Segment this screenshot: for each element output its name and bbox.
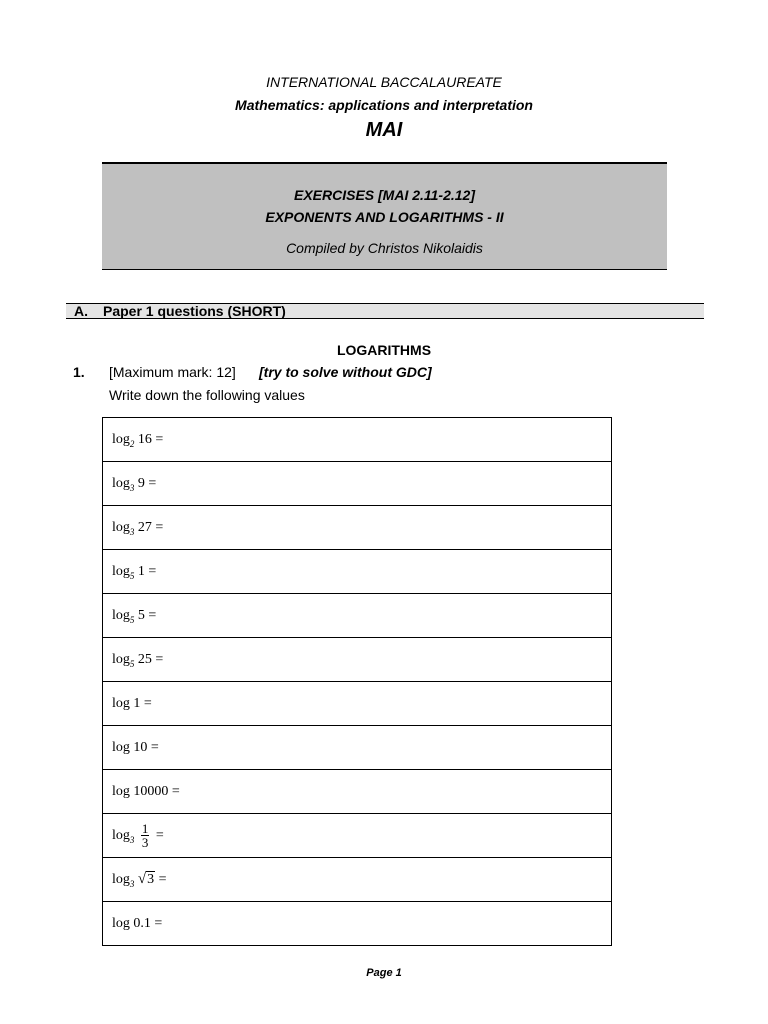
section-bar [66, 303, 704, 319]
log-label: log [112, 695, 130, 711]
table-row [103, 682, 612, 726]
question-hint: [try to solve without GDC] [259, 364, 432, 380]
log-label: log [112, 607, 130, 623]
fraction-numerator: 1 [141, 821, 149, 836]
log-expression [112, 740, 159, 755]
log-argument: 5 [137, 607, 145, 623]
log-expression [112, 432, 163, 447]
answer-cell[interactable] [103, 462, 612, 506]
answer-cell[interactable] [103, 550, 612, 594]
equals-sign: = [148, 563, 157, 579]
log-base: 5 [129, 658, 135, 669]
fraction [141, 822, 150, 849]
log-base: 5 [129, 614, 135, 625]
log-expression [112, 564, 156, 579]
answer-cell[interactable] [103, 770, 612, 814]
radicand: 3 [147, 872, 155, 887]
title-box [102, 162, 667, 270]
equals-sign: = [150, 739, 159, 755]
log-base: 3 [129, 879, 135, 889]
log-base: 2 [129, 438, 135, 449]
log-label: log [112, 519, 130, 535]
log-argument: 1 [133, 695, 141, 711]
table-row [103, 770, 612, 814]
header-line-2: Mathematics: applications and interpretation [235, 97, 533, 113]
log-label: log [112, 475, 130, 491]
log-expression [112, 696, 152, 711]
question-marks: [Maximum mark: 12] [109, 364, 236, 380]
table-row [103, 418, 612, 462]
log-expression [112, 872, 167, 887]
equals-sign: = [148, 475, 157, 491]
equals-sign: = [155, 651, 164, 667]
radical-sign-icon: √ [137, 871, 147, 887]
log-argument: 10000 [133, 783, 169, 799]
equals-sign: = [158, 872, 167, 887]
answer-cell[interactable] [103, 682, 612, 726]
equals-sign: = [148, 607, 157, 623]
answer-cell[interactable] [103, 506, 612, 550]
log-label: log [112, 827, 130, 843]
answer-table [102, 417, 612, 946]
subheading: LOGARITHMS [336, 342, 432, 358]
log-label: log [112, 563, 130, 579]
equals-sign: = [171, 783, 180, 799]
log-expression [112, 520, 163, 535]
answer-cell[interactable] [103, 814, 612, 858]
log-label: log [112, 872, 130, 887]
log-label: log [112, 739, 130, 755]
table-row [103, 462, 612, 506]
log-label: log [112, 651, 130, 667]
equals-sign: = [155, 519, 164, 535]
log-argument: 1 [137, 563, 145, 579]
equals-sign: = [155, 827, 164, 843]
title-box-compiler: Compiled by Christos Nikolaidis [286, 240, 483, 256]
log-expression [112, 476, 156, 491]
log-argument: 16 [137, 431, 152, 447]
log-expression [112, 608, 156, 623]
title-box-line-2: EXPONENTS AND LOGARITHMS - II [265, 209, 504, 225]
answer-cell[interactable] [103, 638, 612, 682]
log-argument: 25 [137, 651, 152, 667]
header-line-1: INTERNATIONAL BACCALAUREATE [266, 74, 502, 90]
answer-cell[interactable] [103, 902, 612, 946]
section-letter: A. [74, 303, 88, 319]
table-row [103, 814, 612, 858]
answer-cell[interactable] [103, 726, 612, 770]
fraction-denominator: 3 [141, 835, 149, 850]
log-expression [112, 821, 164, 850]
log-base: 3 [129, 834, 135, 845]
log-expression [112, 784, 180, 799]
answer-cell[interactable] [103, 594, 612, 638]
table-row [103, 594, 612, 638]
equals-sign: = [154, 915, 163, 931]
log-base: 3 [129, 526, 135, 537]
answer-cell[interactable] [103, 418, 612, 462]
log-label: log [112, 915, 130, 931]
log-expression [112, 652, 163, 667]
table-row [103, 726, 612, 770]
title-box-line-1: EXERCISES [MAI 2.11-2.12] [293, 187, 476, 203]
log-label: log [112, 431, 130, 447]
answer-cell[interactable] [103, 858, 612, 902]
log-argument: 27 [137, 519, 152, 535]
log-label: log [112, 783, 130, 799]
question-instruction: Write down the following values [109, 387, 305, 403]
square-root [138, 871, 155, 888]
question-number: 1. [73, 364, 85, 380]
log-argument: 10 [133, 739, 148, 755]
log-argument: 0.1 [133, 915, 151, 931]
log-base: 3 [129, 482, 135, 493]
log-expression [112, 916, 162, 931]
section-title: Paper 1 questions (SHORT) [103, 303, 286, 319]
table-row [103, 858, 612, 902]
table-row [103, 902, 612, 946]
page-footer: Page 1 [366, 967, 402, 979]
header-line-3: MAI [365, 119, 403, 141]
log-argument: 9 [137, 475, 145, 491]
table-row [103, 550, 612, 594]
equals-sign: = [143, 695, 152, 711]
table-row [103, 638, 612, 682]
table-row [103, 506, 612, 550]
log-base: 5 [129, 570, 135, 581]
equals-sign: = [155, 431, 164, 447]
